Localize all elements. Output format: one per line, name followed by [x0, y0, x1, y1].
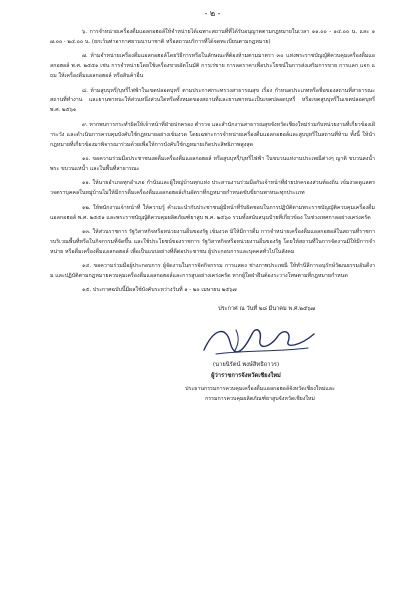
paragraph-item-12: ๑๒. ให้พนักงานเจ้าหน้าที่ ให้ความรู้ คำแนะนำกับประชาชนผู้มีหน้าที่รับผิดชอบในการปฏิบัติตามพระราชบัญญัติควบคุมเครื่องดื่มแอลกอฮอล์ พ.ศ. ๒๕๕๑ และพระราชบัญญัติควบคุมผลิตภัณฑ์ยาสูบ พ.ศ. ๒๕๖๐ รวมทั้งสนับสนุนป้ายที่เกี่ยวข้อง ในช่วงเทศกาลอย่างเคร่งครัด: [50, 204, 375, 221]
handwritten-signature: [196, 320, 326, 362]
signature-block: [50, 318, 375, 418]
paragraph-item-6: ๖. การจำหน่ายเครื่องดื่มแอลกอฮอล์ให้จำหน่ายได้เฉพาะสถานที่ที่ได้รับอนุญาตตามกฎหมายในเวลา ๑๑.๐๐ - ๑๔.๐๐ น. และ ๑๗.๐๐ - ๒๔.๐๐ น. (ยกเว้นท่าอากาศยานนานาชาติ หรือสถานบริการที่ได้จดทะเบียนตามกฎหมาย): [50, 29, 375, 45]
signatory-position: ผู้ว่าราชการจังหวัดเชียงใหม่: [211, 373, 281, 380]
paragraph-item-15: ๑๕. ประกาศฉบับนี้มีผลใช้บังคับระหว่างวันที่ ๑ - ๒๐ เมษายน ๒๕๖๗: [82, 287, 237, 294]
paragraph-item-14: ๑๔. ขอความร่วมมือผู้ประกอบการ ผู้จัดงานในการจัดกิจกรรม การแสดง ช่างภาพประเพณี ให้ทำนีลีการอนุรักษ์วัฒนธรรมอันดีงาม และปฏิบัติตามกฎหมายควบคุมเครื่องดื่มแอลกอฮอล์และการสูบอย่างเคร่งครัด หากผู้ใดฝ่าฝืนต้องระวางโทษตามที่กฎหมายกำหนด: [50, 263, 375, 280]
paragraph-item-8: ๘. ห้ามสูบบุหรี่/บุหรี่ไฟฟ้าในเขตปลอดบุหรี่ ตามประกาศกระทรวงสาธารณสุข เรื่อง กำหนดประเภทหรือชื่อของสถานที่สาธารณะ สถานที่ทำงาน และยานพาหนะให้ส่วนหนึ่งส่วนใดหรือทั้งหมดของสถานที่และยานพาหนะเป็นเขตปลอดบุหรี่ หรือเขตสูบบุหรี่ในเขตปลอดบุหรี่ พ.ศ. ๒๕๖๑: [50, 87, 375, 114]
signatory-role-line-1: ประธานกรรมการควบคุมเครื่องดื่มแอลกอฮอล์จังหวัดเชียงใหม่และ: [185, 386, 335, 393]
signatory-name: (นายนิรัตน์ พงษ์สิทธิถาวร): [212, 362, 280, 369]
page-number: - ๒ -: [204, 9, 221, 18]
paragraph-item-13: ๑๓. ให้ส่วนราชการ รัฐวิสาหกิจหรือหน่วยงานอื่นของรัฐ เข้มงวด มิให้มีการดื่ม การจำหน่ายเครื่องดื่มแอลกอฮอล์ในสถานที่ราชการบริเวณพื้นที่หรือในกิจกรรมที่จัดขึ้น และใช้ประโยชน์ของราชการ รัฐวิสาหกิจหรือหน่วยงานอื่นของรัฐ โดยให้สถานที่ในการจัดงานมีให้มีการจำหน่าย หรือดื่มเครื่องดื่มแอลกอฮอล์ เพื่อเป็นแบบอย่างที่ดีต่อประชาชน ผู้ประกอบการและบุคคลทั่วไปในสังคม: [50, 228, 375, 255]
paragraph-item-9: ๙. หากพบการกระทำผิดให้เจ้าหน้าที่ฝ่ายปกครอง ตำรวจ และสำนักงานสาธารณสุขจังหวัดเชียงใหม่ร่วมกับหน่วยงานที่เกี่ยวข้องเฝ้าระวัง และดำเนินการควบคุมบังคับใช้กฎหมายอย่างเข้มงวด โดยเฉพาะการจำหน่ายเครื่องดื่มแอลกอฮอล์และสูบบุหรี่ในสถานที่ห้าม ทั้งนี้ ให้นำกฎหมายที่เกี่ยวข้องมาพิจารณาร่วมด้วยเพื่อให้การบังคับใช้กฎหมายเกิดประสิทธิภาพสูงสุด: [50, 121, 375, 148]
paragraph-item-10: ๑๐. ขอความร่วมมือประชาชนงดดื่มเครื่องดื่มแอลกอฮอล์ หรือสูบบุหรี่/บุหรี่ไฟฟ้า ในขบวนแห่งานประเพณีต่างๆ ญาติ ขบวนสงน้ำพระ ขบวนแห่น้ำ และในพื้นที่สาธารณะ: [50, 155, 375, 172]
paragraph-item-11: ๑๑. ให้นายอำเภอทุกอำเภอ กำนันและผู้ใหญ่บ้านทุกแห่ง ประสานงานร่วมมือกับเจ้าหน้าที่ฝ่ายปกครองส่วนท้องถิ่น เข้มงวดดูแลตรวจตราบุคคลในหมู่บ้านไม่ให้มีการดื่มเครื่องดื่มแอลกอฮอล์เกินอัตราที่กฎหมายกำหนดขับขี่ยานพาหนะทุกประเภท: [50, 180, 375, 197]
announcement-date: ประกาศ ณ วันที่ ๒๘ มีนาคม พ.ศ.๒๕๖๗: [218, 306, 315, 313]
paragraph-item-7: ๗. ห้ามจำหน่ายเครื่องดื่มแอลกอฮอล์โดยวิธีการหรือในลักษณะที่ต้องห้ามตามมาตรา ๓๐ แห่งพระราชบัญญัติควบคุมเครื่องดื่มแอลกอฮอล์ พ.ศ. ๒๕๕๑ เช่น การจำหน่ายโดยใช้เครื่องขายอัตโนมัติ การเร่ขาย การลดราคาเพื่อประโยชน์ในการส่งเสริมการขาย การแลก แจก แถม ให้เครื่องดื่มแอลกอฮอล์ หรือสินค้าอื่น: [50, 53, 375, 80]
signatory-role-line-2: กรรมการควบคุมผลิตภัณฑ์ยาสูบจังหวัดเชียงใหม่: [205, 396, 315, 403]
